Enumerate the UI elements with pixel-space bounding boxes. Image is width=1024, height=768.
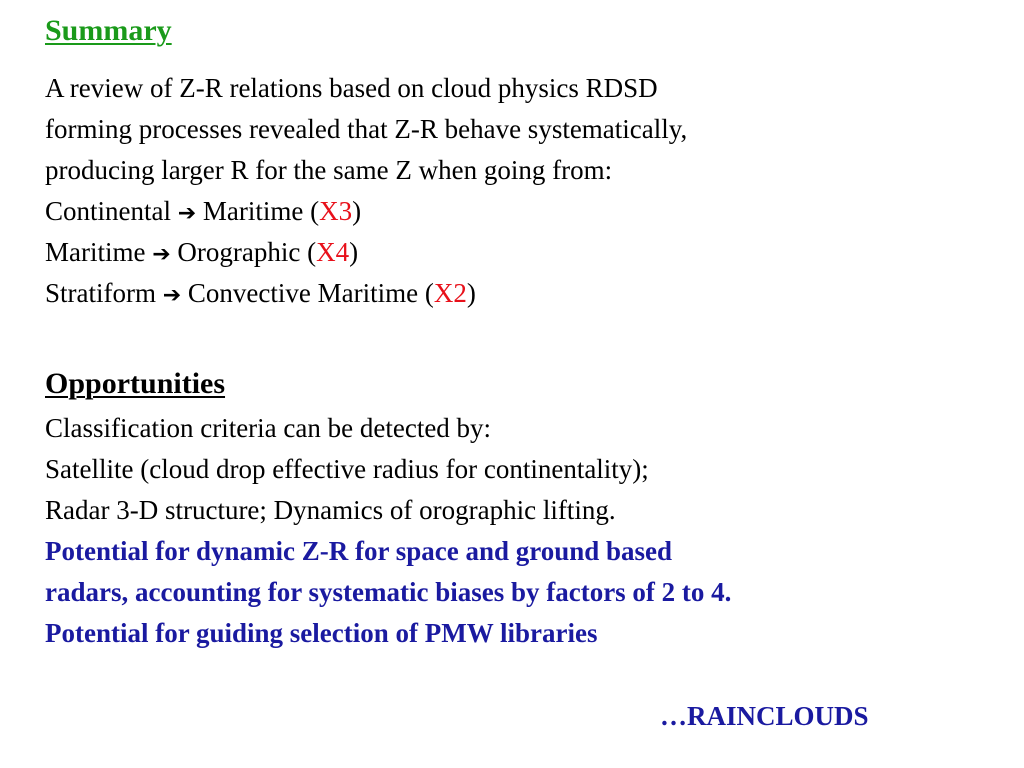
transition-from: Continental: [45, 196, 171, 226]
paren-open: (: [307, 237, 317, 267]
factor-value: X2: [433, 278, 467, 308]
opportunities-line-3: Radar 3-D structure; Dynamics of orographic lifting.: [45, 495, 616, 525]
summary-line-3: producing larger R for the same Z when going from:: [45, 155, 613, 185]
opportunities-body: [45, 408, 731, 654]
paren-close: ): [349, 237, 359, 267]
potential-line-3: Potential for guiding selection of PMW libraries: [45, 618, 598, 648]
transition-to: Convective Maritime: [187, 278, 419, 308]
transition-from: Stratiform: [45, 278, 156, 308]
transition-maritime-orographic: [45, 232, 687, 273]
footer-label: …RAINCLOUDS: [660, 701, 869, 731]
factor-value: X3: [319, 196, 353, 226]
paren-close: ): [352, 196, 362, 226]
transition-to: Orographic: [177, 237, 301, 267]
paren-open: (: [310, 196, 320, 226]
right-arrow-icon: ➔: [177, 201, 197, 226]
transition-continental-maritime: [45, 191, 687, 232]
factor-value: X4: [316, 237, 350, 267]
right-arrow-icon: ➔: [162, 283, 182, 308]
opportunities-line-2: Satellite (cloud drop effective radius for continentality);: [45, 454, 649, 484]
summary-line-1: A review of Z-R relations based on cloud physics RDSD: [45, 73, 658, 103]
paren-open: (: [424, 278, 434, 308]
transition-to: Maritime: [202, 196, 304, 226]
potential-line-2: radars, accounting for systematic biases by factors of 2 to 4.: [45, 577, 732, 607]
paren-close: ): [466, 278, 476, 308]
summary-line-2: forming processes revealed that Z-R behave systematically,: [45, 114, 688, 144]
transition-stratiform-convective: [45, 273, 687, 314]
opportunities-line-1: Classification criteria can be detected by:: [45, 413, 492, 443]
potential-line-1: Potential for dynamic Z-R for space and ground based: [45, 536, 673, 566]
summary-body: [45, 68, 687, 314]
right-arrow-icon: ➔: [152, 242, 171, 267]
opportunities-heading: Opportunities: [45, 367, 226, 400]
summary-heading: Summary: [45, 14, 172, 47]
transition-from: Maritime: [45, 237, 146, 267]
